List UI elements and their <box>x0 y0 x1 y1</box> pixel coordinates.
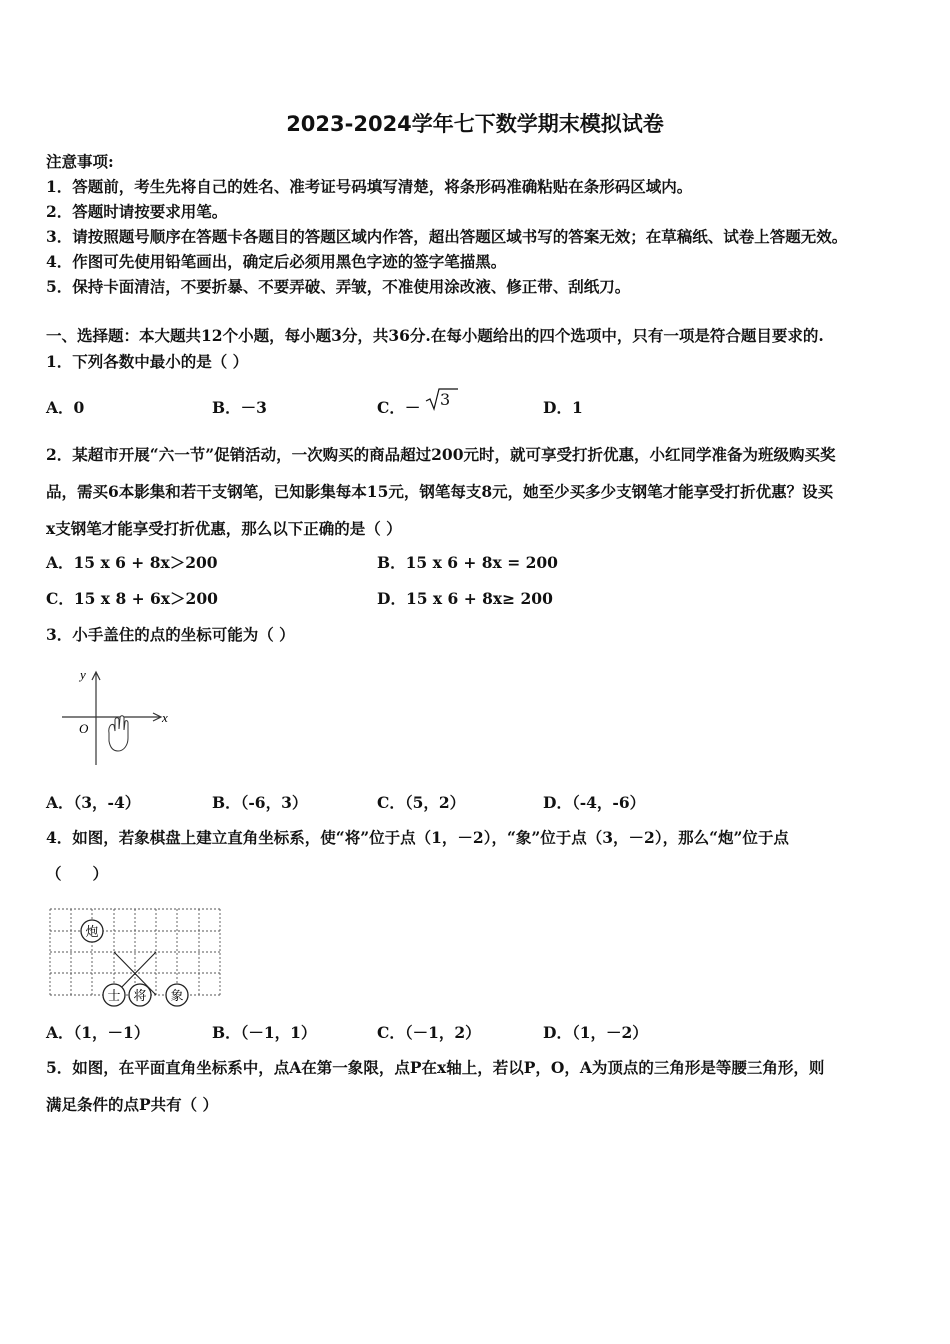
question-1-stem: 1．下列各数中最小的是（ ） <box>46 352 249 371</box>
piece-jiang-label: 将 <box>133 989 147 1004</box>
q4-option-a: A．（1，－1） <box>46 1023 150 1042</box>
q1-option-c-sqrt <box>410 386 470 416</box>
notice-item: 2．答题时请按要求用笔。 <box>46 202 228 221</box>
question-5-line: 满足条件的点P共有（ ） <box>46 1095 219 1114</box>
question-2-line: x支钢笔才能享受打折优惠，那么以下正确的是（ ） <box>46 519 402 538</box>
piece-pao-label: 炮 <box>85 925 99 940</box>
chessboard-grid <box>50 909 220 995</box>
question-3-stem: 3．小手盖住的点的坐标可能为（ ） <box>46 625 295 644</box>
notice-item: 4．作图可先使用铅笔画出，确定后必须用黑色字迹的签字笔描黑。 <box>46 252 507 271</box>
piece-shi <box>103 984 125 1006</box>
question-2-line: 2．某超市开展“六一节”促销活动，一次购买的商品超过200元时，就可享受打折优惠，小红同学准备为班级购买奖 <box>46 445 836 464</box>
q3-option-b: B．（-6，3） <box>212 793 308 812</box>
hand-icon <box>109 716 128 751</box>
question-4-stem: 4．如图，若象棋盘上建立直角坐标系，使“将”位于点（1，－2），“象”位于点（3，－2），那么“炮”位于点 <box>46 828 789 847</box>
piece-shi-label: 士 <box>107 989 121 1004</box>
piece-xiang <box>166 984 188 1006</box>
q1-option-b: B．－3 <box>212 398 267 417</box>
q1-option-a: A．0 <box>46 398 85 417</box>
q4-option-b: B．（－1，1） <box>212 1023 317 1042</box>
q3-option-a: A．（3，-4） <box>46 793 141 812</box>
question-4-paren: （ ） <box>46 864 109 883</box>
notice-item: 1．答题前，考生先将自己的姓名、准考证号码填写清楚，将条形码准确粘贴在条形码区域内。 <box>46 177 693 196</box>
notice-item: 5．保持卡面清洁，不要折暴、不要弄破、弄皱，不准使用涂改液、修正带、刮纸刀。 <box>46 277 631 296</box>
origin-label: O <box>79 721 89 736</box>
q2-option-a: A．15 x 6 + 8x＞200 <box>46 553 218 572</box>
q1-option-c-radicand: 3 <box>440 390 451 409</box>
x-axis-label: x <box>162 710 168 725</box>
q2-option-c: C．15 x 8 + 6x＞200 <box>46 589 218 608</box>
q2-option-d: D．15 x 6 + 8x≥ 200 <box>377 589 553 608</box>
q3-option-c: C．（5，2） <box>377 793 466 812</box>
page-title: 2023-2024学年七下数学期末模拟试卷 <box>286 112 664 136</box>
q4-option-c: C．（－1，2） <box>377 1023 481 1042</box>
q4-option-d: D．（1，－2） <box>543 1023 648 1042</box>
coordinate-axes-figure <box>58 665 178 775</box>
notice-heading: 注意事项: <box>46 152 114 171</box>
notice-item: 3．请按照题号顺序在答题卡各题目的答题区域内作答，超出答题区域书写的答案无效；在草稿纸、试卷上答题无效。 <box>46 227 848 246</box>
piece-jiang <box>129 984 151 1006</box>
piece-xiang-label: 象 <box>170 989 184 1004</box>
piece-pao <box>81 920 103 942</box>
q3-option-d: D．（-4，-6） <box>543 793 646 812</box>
q1-option-c: C．－ <box>377 398 421 417</box>
q2-option-b: B．15 x 6 + 8x = 200 <box>377 553 558 572</box>
chessboard-figure <box>46 905 226 1010</box>
y-axis-label: y <box>80 667 86 682</box>
question-2-line: 品，需买6本影集和若干支钢笔，已知影集每本15元，钢笔每支8元，她至少买多少支钢笔才能享受打折优惠？设买 <box>46 482 834 501</box>
q1-option-d: D．1 <box>543 398 583 417</box>
section-heading: 一、选择题：本大题共12个小题，每小题3分，共36分.在每小题给出的四个选项中，只有一项是符合题目要求的. <box>46 326 824 345</box>
question-5-line: 5．如图，在平面直角坐标系中，点A在第一象限，点P在x轴上，若以P，O，A为顶点的三角形是等腰三角形，则 <box>46 1058 825 1077</box>
